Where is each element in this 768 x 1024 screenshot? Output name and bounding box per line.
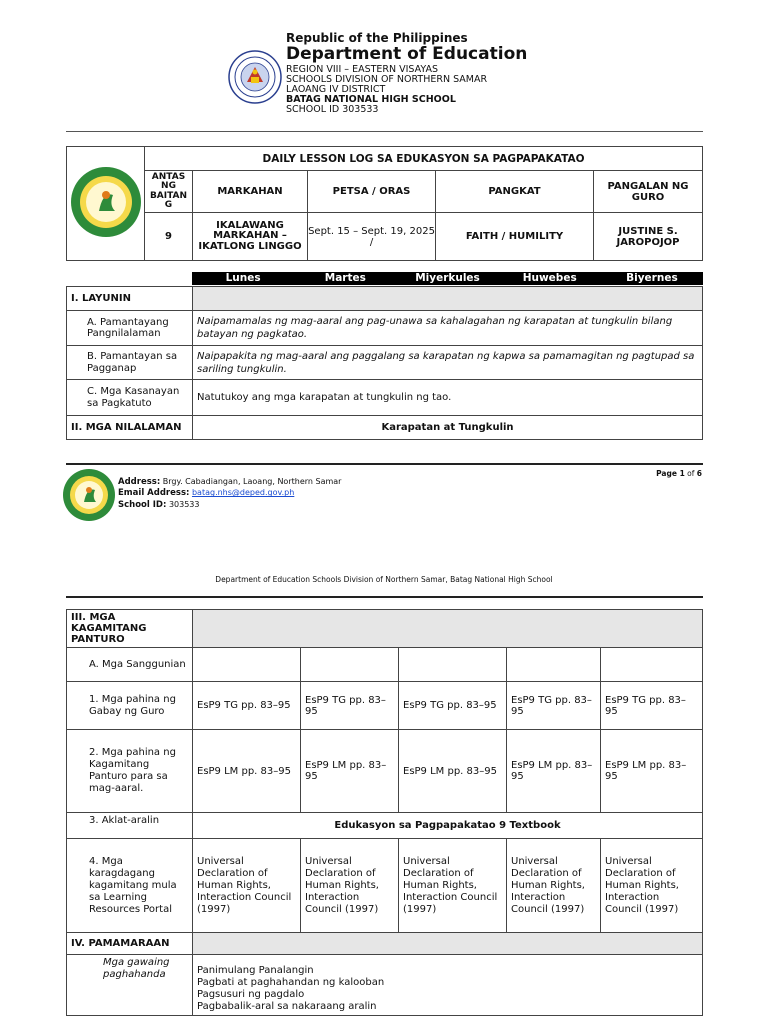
deped-seal-icon (228, 50, 282, 104)
quarter-value: IKALAWANG MARKAHAN – IKATLONG LINGGO (193, 213, 308, 261)
lr-portal-wednesday: Universal Declaration of Human Rights, Interaction Council (1997) (399, 839, 507, 933)
info-table (66, 146, 703, 261)
learner-material-friday: EsP9 LM pp. 83–95 (601, 730, 703, 813)
competencies-text: Natutukoy ang mga karapatan at tungkulin ng tao. (193, 380, 703, 416)
references-cell-1 (193, 648, 301, 682)
prep-activities-label: Mga gawaing paghahanda (67, 955, 193, 1016)
performance-standard-label: B. Pamantayan sa Pagganap (67, 346, 193, 380)
learner-material-thursday: EsP9 LM pp. 83–95 (507, 730, 601, 813)
page-number (656, 469, 702, 478)
lr-portal-monday: Universal Declaration of Human Rights, Interaction Council (1997) (193, 839, 301, 933)
date-header: PETSA / ORAS (308, 171, 436, 213)
day-friday: Biyernes (626, 272, 678, 284)
objectives-section-label: I. LAYUNIN (67, 287, 193, 311)
lesson-log-title: DAILY LESSON LOG SA EDUKASYON SA PAGPAPAKATAO (145, 147, 703, 171)
content-section-value: Karapatan at Tungkulin (193, 416, 703, 440)
learner-material-label: 2. Mga pahina ng Kagamitang Panturo para sa mag-aaral. (67, 730, 193, 813)
section-value: FAITH / HUMILITY (436, 213, 594, 261)
division-line: SCHOOLS DIVISION OF NORTHERN SAMAR (286, 74, 488, 86)
materials-section-fill (193, 610, 703, 648)
day-tuesday: Martes (324, 272, 366, 284)
prep-item: Panimulang Panalangin (197, 965, 314, 976)
department-title: Department of Education (286, 43, 528, 64)
procedure-section-fill (193, 933, 703, 955)
lr-portal-friday: Universal Declaration of Human Rights, Interaction Council (1997) (601, 839, 703, 933)
date-value: Sept. 15 – Sept. 19, 2025 / (308, 213, 436, 261)
content-standard-text: Naipamamalas ng mag-aaral ang pag-unawa sa kahalagahan ng karapatan at tungkulin bilang batayan ng pagkatao. (193, 311, 703, 346)
school-name: BATAG NATIONAL HIGH SCHOOL (286, 94, 456, 106)
school-logo-icon (69, 165, 143, 239)
republic-text: Republic of the Philippines (286, 31, 468, 45)
textbook-label: 3. Aklat-aralin (67, 813, 193, 839)
teacher-guide-monday: EsP9 TG pp. 83–95 (193, 682, 301, 730)
teacher-header: PANGALAN NG GURO (594, 171, 703, 213)
teacher-guide-tuesday: EsP9 TG pp. 83–95 (301, 682, 399, 730)
footer-school-logo-icon (62, 468, 116, 522)
references-cell-4 (507, 648, 601, 682)
references-cell-3 (399, 648, 507, 682)
prep-item: Pagbati at paghahandan ng kalooban (197, 977, 385, 988)
lr-portal-tuesday: Universal Declaration of Human Rights, Interaction Council (1997) (301, 839, 399, 933)
page-total: 6 (696, 469, 702, 478)
teacher-guide-label: 1. Mga pahina ng Gabay ng Guro (67, 682, 193, 730)
grade-level-value: 9 (145, 213, 193, 261)
materials-table (66, 609, 703, 1016)
page-prefix: Page (656, 469, 680, 478)
email-link[interactable]: batag.nhs@deped.gov.ph (191, 488, 295, 498)
competencies-label: C. Mga Kasanayan sa Pagkatuto (67, 380, 193, 416)
footer-divider (66, 463, 703, 465)
footer-contact (118, 477, 341, 511)
procedure-section-label: IV. PAMAMARAAN (67, 933, 193, 955)
district-line: LAOANG IV DISTRICT (286, 84, 386, 96)
school-id-line: SCHOOL ID 303533 (286, 104, 379, 116)
footer-school-id-value: 303533 (168, 499, 200, 509)
content-standard-label: A. Pamantayang Pangnilalaman (67, 311, 193, 346)
learner-material-wednesday: EsP9 LM pp. 83–95 (399, 730, 507, 813)
prep-item: Pagbabalik-aral sa nakaraang aralin (197, 1001, 377, 1012)
quarter-header: MARKAHAN (193, 171, 308, 213)
teacher-value: JUSTINE S. JAROPOJOP (594, 213, 703, 261)
teacher-guide-thursday: EsP9 TG pp. 83–95 (507, 682, 601, 730)
references-label: A. Mga Sanggunian (67, 648, 193, 682)
section-header: PANGKAT (436, 171, 594, 213)
address-value: Brgy. Cabadiangan, Laoang, Northern Samar (162, 477, 342, 486)
page-of: of (684, 469, 697, 478)
email-label: Email Address: (118, 488, 190, 499)
teacher-guide-wednesday: EsP9 TG pp. 83–95 (399, 682, 507, 730)
objectives-section-fill (193, 287, 703, 311)
lr-portal-thursday: Universal Declaration of Human Rights, Interaction Council (1997) (507, 839, 601, 933)
region-line: REGION VIII – EASTERN VISAYAS (286, 64, 438, 76)
references-cell-5 (601, 648, 703, 682)
prep-activities-list (193, 955, 703, 1016)
lr-portal-label: 4. Mga karagdagang kagamitang mula sa Learning Resources Portal (67, 839, 193, 933)
page2-header-divider (66, 596, 703, 598)
teacher-guide-friday: EsP9 TG pp. 83–95 (601, 682, 703, 730)
page-current: 1 (679, 469, 685, 478)
prep-item: Pagsusuri ng pagdalo (197, 989, 305, 1000)
references-cell-2 (301, 648, 399, 682)
textbook-value: Edukasyon sa Pagpapakatao 9 Textbook (193, 813, 703, 839)
weekday-bar (192, 272, 703, 285)
grade-level-header: ANTAS NG BAITAN G (145, 171, 193, 213)
school-logo-cell (67, 147, 145, 261)
letterhead (286, 32, 527, 115)
learner-material-monday: EsP9 LM pp. 83–95 (193, 730, 301, 813)
day-wednesday: Miyerkules (415, 272, 480, 284)
footer-school-id-label: School ID: (118, 499, 167, 510)
address-label: Address: (118, 477, 161, 487)
day-thursday: Huwebes (522, 272, 577, 284)
materials-section-label: III. MGA KAGAMITANG PANTURO (67, 610, 193, 648)
learner-material-tuesday: EsP9 LM pp. 83–95 (301, 730, 399, 813)
day-monday: Lunes (225, 272, 261, 284)
content-section-label: II. MGA NILALAMAN (67, 416, 193, 440)
objectives-table (66, 286, 703, 440)
header-divider (66, 131, 703, 132)
page2-header: Department of Education Schools Division of Northern Samar, Batag National High School (215, 575, 553, 584)
performance-standard-text: Naipapakita ng mag-aaral ang paggalang sa karapatan ng kapwa sa pamamagitan ng pagtupad sa sariling tungkulin. (193, 346, 703, 380)
